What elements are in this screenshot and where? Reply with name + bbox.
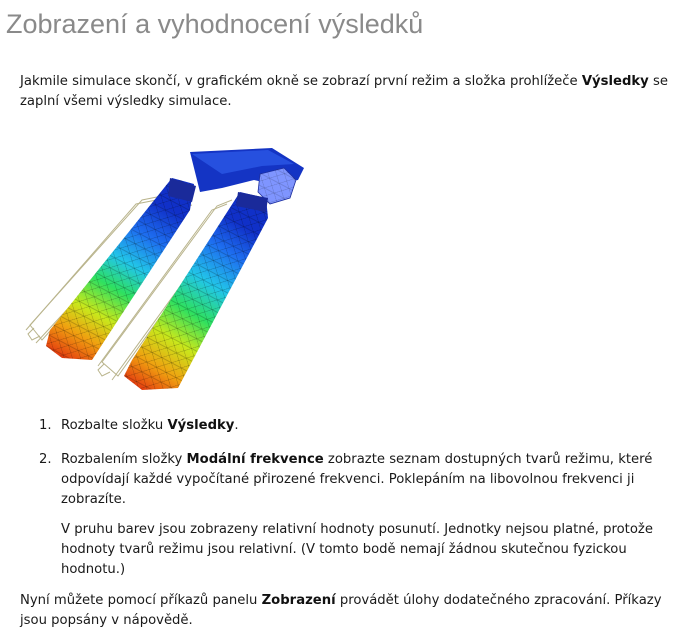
step-1-text: Rozbalte složku bbox=[61, 418, 168, 433]
intro-bold: Výsledky bbox=[581, 74, 649, 89]
page-title: Zobrazení a vyhodnocení výsledků bbox=[6, 9, 424, 39]
step-1-bold: Výsledky bbox=[167, 418, 235, 433]
step-2 bbox=[0, 450, 670, 580]
intro-paragraph bbox=[20, 72, 670, 112]
step-1-number: 1. bbox=[39, 418, 52, 433]
steps-list bbox=[0, 416, 670, 580]
step-1 bbox=[0, 416, 670, 436]
intro-text-end: se zaplní všemi výsledky simulace. bbox=[20, 74, 668, 109]
step-2-note: V pruhu barev jsou zobrazeny relativní hodnoty posunutí. Jednotky nejsou platné, protože hodnoty tvarů režimu jsou relativní. (V tomto bodě nemají žádnou skutečnou fyzickou hodnotu.) bbox=[61, 522, 653, 577]
intro-text: Jakmile simulace skončí, v grafickém okně se zobrazí první režim a složka prohlížeče bbox=[20, 74, 582, 89]
step-2-number: 2. bbox=[39, 452, 52, 467]
fork-simulation-image bbox=[22, 140, 312, 400]
outro-bold: Zobrazení bbox=[261, 593, 336, 608]
step-2-bold: Modální frekvence bbox=[186, 452, 324, 467]
step-1-text-end: . bbox=[234, 418, 239, 433]
outro-paragraph bbox=[20, 591, 670, 631]
step-2-text-end: zobrazte seznam dostupných tvarů režimu, které odpovídají každé vypočítané přirozené frekvenci. Poklepáním na libovolnou frekvenci ji zobrazíte. bbox=[61, 452, 653, 507]
step-2-text: Rozbalením složky bbox=[61, 452, 187, 467]
outro-text-end: provádět úlohy dodatečného zpracování. Příkazy jsou popsány v nápovědě. bbox=[20, 593, 662, 628]
outro-text: Nyní můžete pomocí příkazů panelu bbox=[20, 593, 262, 608]
